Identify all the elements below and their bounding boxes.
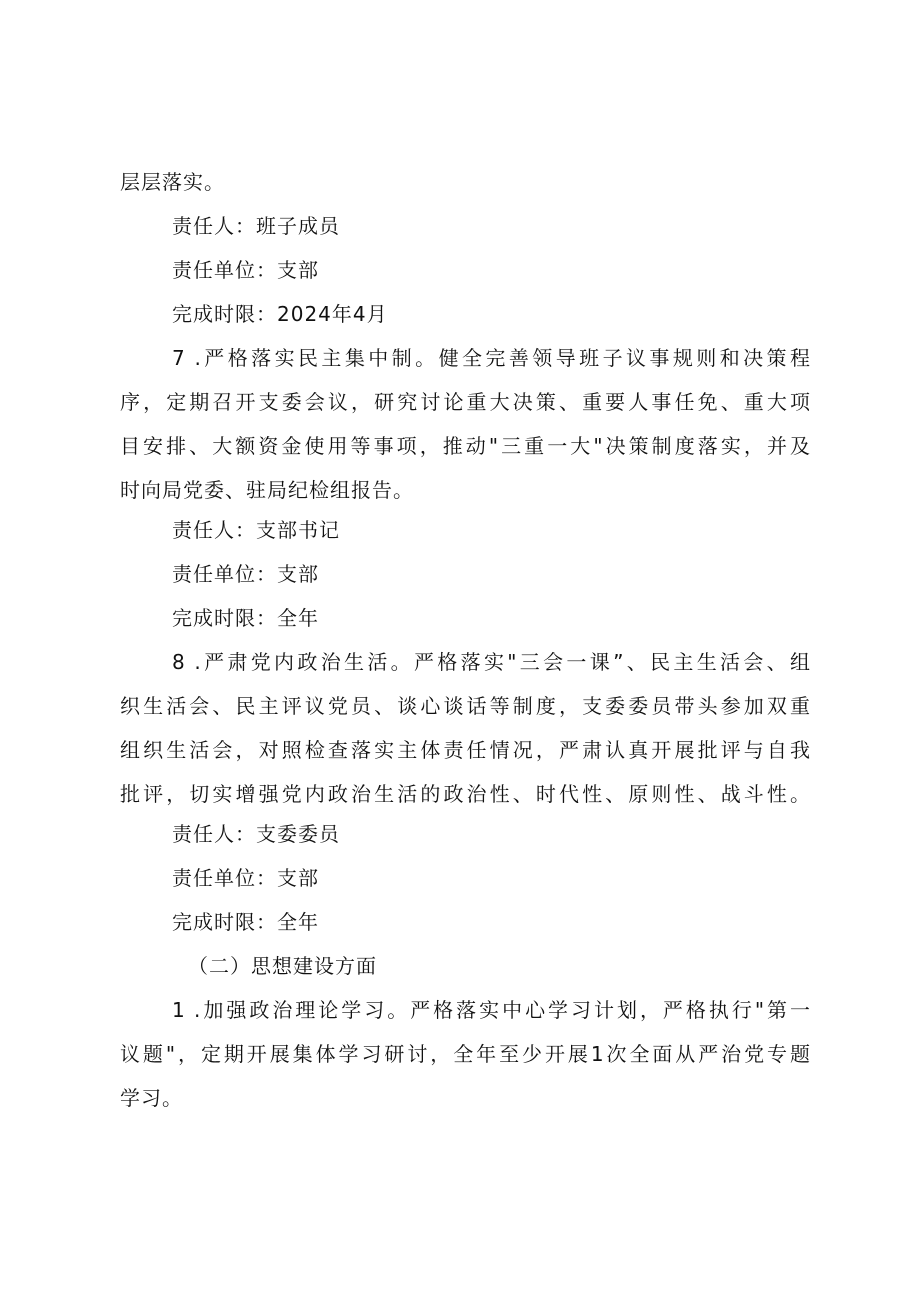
text-line: 议题"，定期开展集体学习研讨，全年至少开展1次全面从严治党专题 (120, 1042, 810, 1066)
text-line: 责任人：支部书记 (172, 518, 340, 542)
text-line: 批评，切实增强党内政治生活的政治性、时代性、原则性、战斗性。 (120, 782, 810, 806)
text-line: 层层落实。 (120, 170, 225, 194)
text-line: 组织生活会，对照检查落实主体责任情况，严肃认真开展批评与自我 (120, 738, 810, 762)
text-line: 完成时限：全年 (172, 606, 319, 630)
text-line: 目安排、大额资金使用等事项，推动"三重一大"决策制度落实，并及 (120, 434, 810, 458)
text-line: 学习。 (120, 1086, 183, 1110)
text-line: 责任人：班子成员 (172, 214, 340, 238)
text-line: 8 .严肃党内政治生活。严格落实"三会一课”、民主生活会、组 (172, 650, 810, 674)
text-line: 完成时限：2024年4月 (172, 302, 388, 326)
text-line: 责任单位：支部 (172, 866, 319, 890)
text-line: 序，定期召开支委会议，研究讨论重大决策、重要人事任免、重大项 (120, 390, 810, 414)
text-line: 织生活会、民主评议党员、谈心谈话等制度，支委委员带头参加双重 (120, 694, 810, 718)
text-line: 责任单位：支部 (172, 258, 319, 282)
text-line: 完成时限：全年 (172, 910, 319, 934)
text-line: 1 .加强政治理论学习。严格落实中心学习计划，严格执行"第一 (172, 998, 810, 1022)
text-line: 责任单位：支部 (172, 562, 319, 586)
text-line: 责任人：支委委员 (172, 822, 340, 846)
text-line: 7 .严格落实民主集中制。健全完善领导班子议事规则和决策程 (172, 346, 810, 370)
text-line: 时向局党委、驻局纪检组报告。 (120, 478, 414, 502)
section-heading: （二）思想建设方面 (188, 954, 377, 978)
